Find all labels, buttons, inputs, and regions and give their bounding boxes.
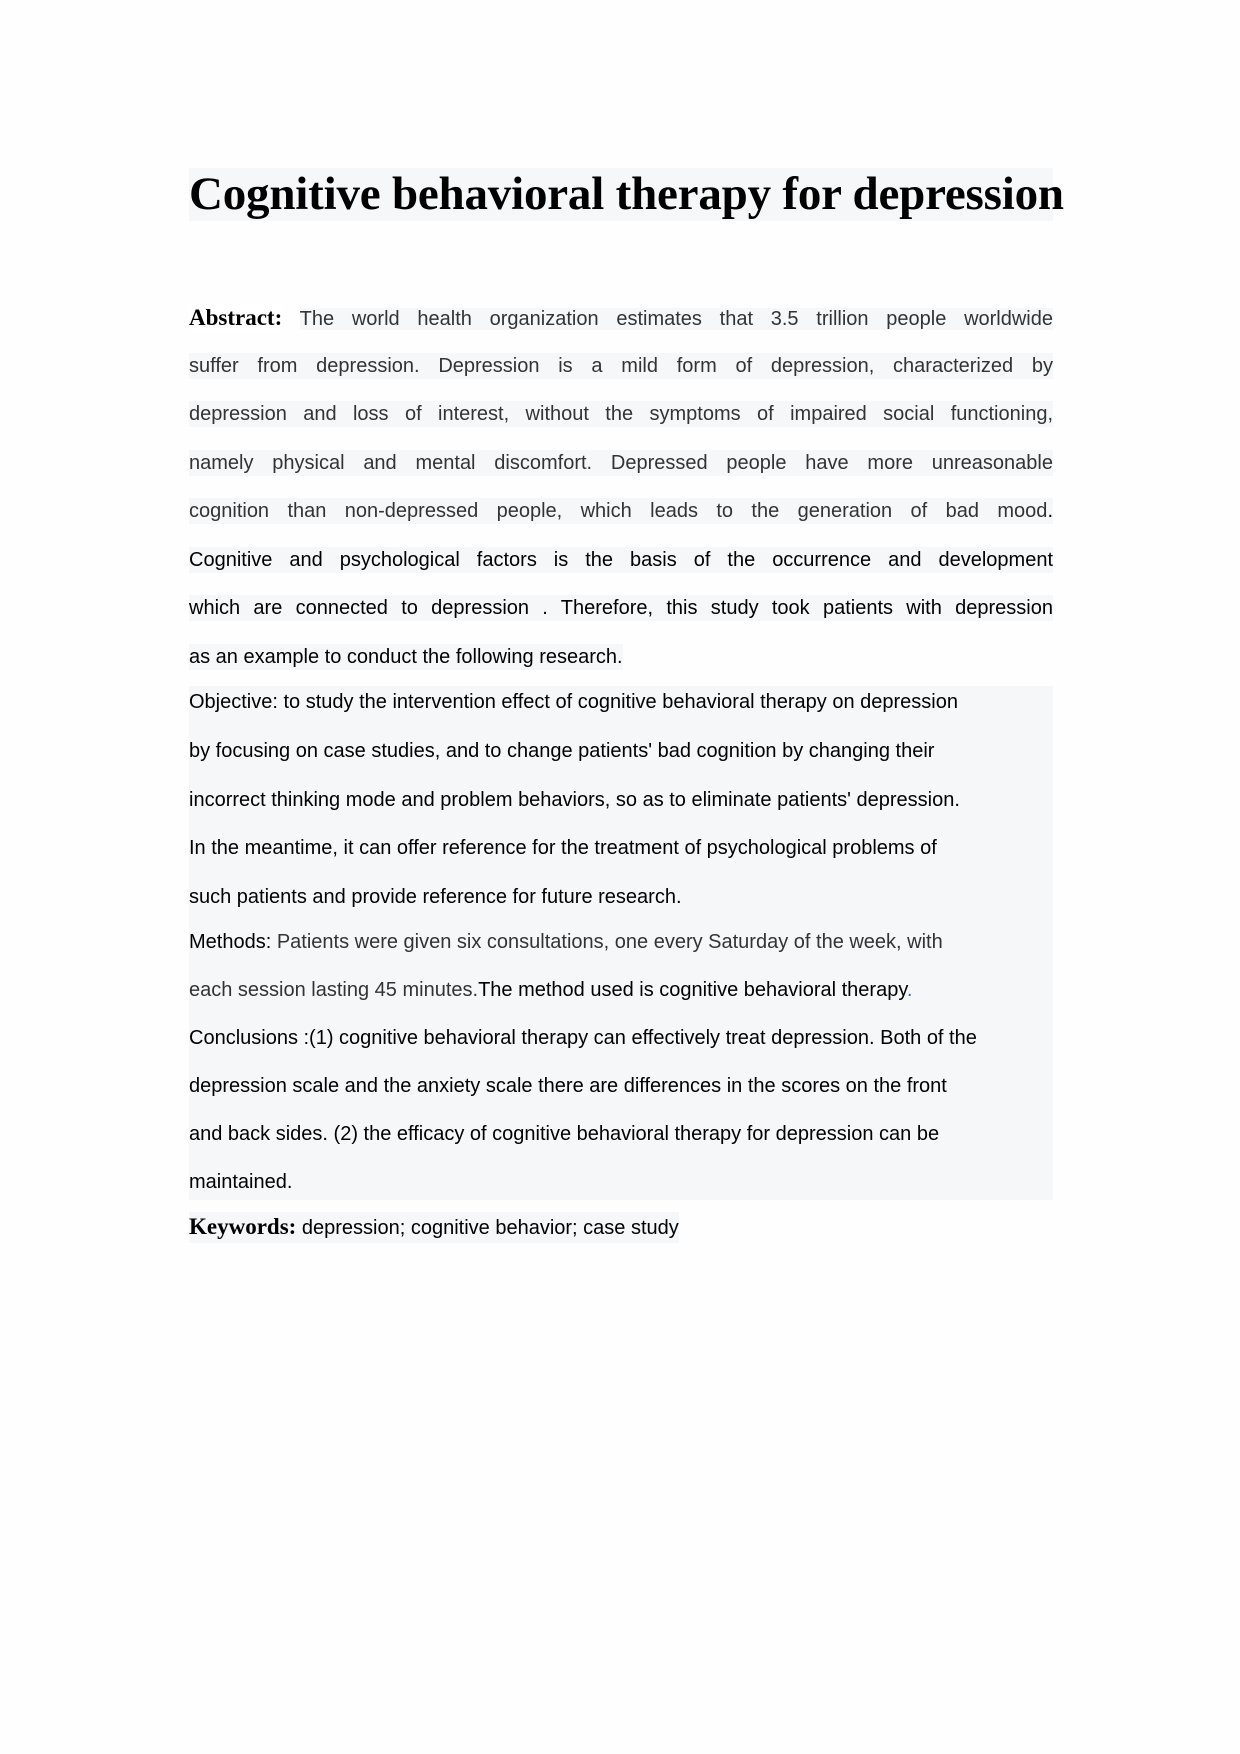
objective-line-3: incorrect thinking mode and problem behaviors, so as to eliminate patients' depression.: [189, 789, 960, 811]
abstract-line-2: suffer from depression. Depression is a mild form of depression, characterized by: [189, 355, 1053, 377]
abstract-line-8: [189, 644, 1053, 670]
objective-line-1: Objective: to study the intervention effect of cognitive behavioral therapy on depression: [189, 691, 958, 713]
abstract-text: The world health organization estimates that 3.5 trillion people worldwide: [299, 308, 1053, 330]
conclusions-line-4: maintained.: [189, 1171, 293, 1193]
keywords-value: depression; cognitive behavior; case study: [301, 1217, 679, 1239]
methods-line-2: [189, 977, 1053, 1003]
keywords-label: Keywords:: [189, 1214, 297, 1239]
methods-period: .: [906, 979, 913, 1001]
keywords-line: [189, 1212, 1053, 1242]
abstract-line-5: [189, 498, 1053, 524]
objective-line-5: such patients and provide reference for future research.: [189, 886, 682, 908]
abstract-line-3: depression and loss of interest, without the symptoms of impaired social functioning,: [189, 403, 1053, 425]
abstract-line-6: Cognitive and psychological factors is the basis of the occurrence and development: [189, 549, 1053, 571]
page-title: Cognitive behavioral therapy for depression: [189, 168, 1064, 220]
abstract-line-5-text: cognition than non-depressed people, which leads to the generation of bad mood: [189, 500, 1048, 522]
objective-line-4: In the meantime, it can offer reference for the treatment of psychological problems of: [189, 837, 937, 859]
methods-text-black: The method used is cognitive behavioral therapy: [478, 979, 907, 1001]
abstract-line-7: which are connected to depression . Therefore, this study took patients with depression: [189, 597, 1053, 619]
methods-text-gray: each session lasting 45 minutes.: [189, 979, 479, 1001]
abstract-line-1: [189, 305, 1053, 331]
methods-line-1: [189, 929, 1053, 955]
abstract-line-5-period: .: [1047, 500, 1053, 522]
objective-line-2: by focusing on case studies, and to change patients' bad cognition by changing their: [189, 740, 935, 762]
keywords-wrapper: [189, 1212, 679, 1243]
abstract-line-8-text: as an example to conduct the following research.: [189, 646, 623, 668]
conclusions-line-3: and back sides. (2) the efficacy of cognitive behavioral therapy for depression can be: [189, 1123, 940, 1145]
abstract-line-4: namely physical and mental discomfort. Depressed people have more unreasonable: [189, 452, 1053, 474]
methods-text: Patients were given six consultations, one every Saturday of the week, with: [276, 931, 943, 953]
methods-label: Methods:: [189, 931, 272, 953]
conclusions-line-2: depression scale and the anxiety scale there are differences in the scores on the front: [189, 1075, 947, 1097]
abstract-label: Abstract:: [189, 305, 283, 330]
conclusions-line-1: Conclusions :(1) cognitive behavioral therapy can effectively treat depression. Both of the: [189, 1027, 977, 1049]
